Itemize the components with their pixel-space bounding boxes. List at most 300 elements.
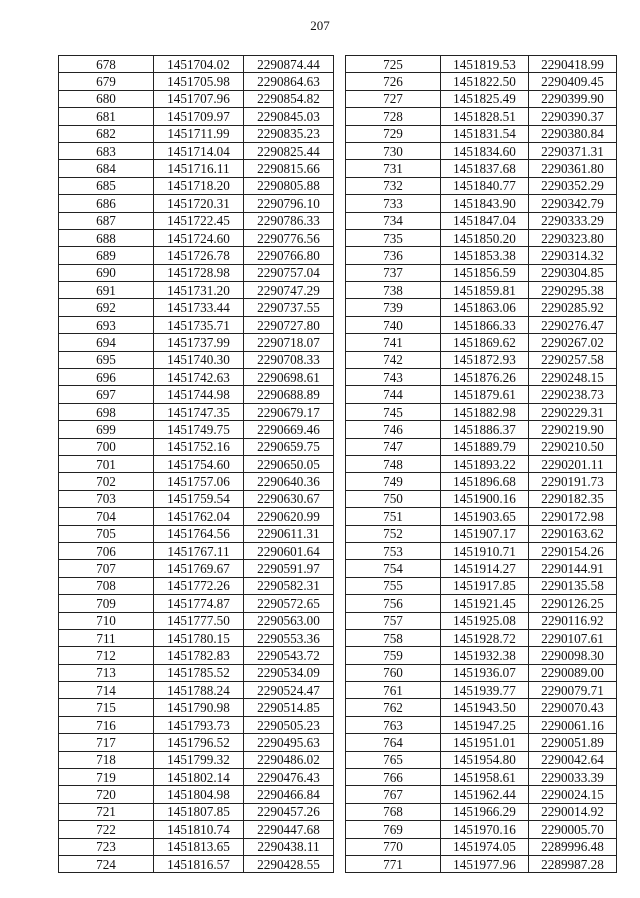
y-coordinate-cell: 2290371.31 [529, 142, 617, 159]
y-coordinate-cell: 2290135.58 [529, 577, 617, 594]
x-coordinate-cell: 1451744.98 [154, 386, 244, 403]
x-coordinate-cell: 1451866.33 [441, 316, 529, 333]
point-number-cell: 753 [346, 542, 441, 559]
y-coordinate-cell: 2290776.56 [244, 229, 334, 246]
point-number-cell: 725 [346, 56, 441, 73]
y-coordinate-cell: 2290295.38 [529, 282, 617, 299]
point-number-cell: 739 [346, 299, 441, 316]
point-number-cell: 757 [346, 612, 441, 629]
point-number-cell: 749 [346, 473, 441, 490]
point-number-cell: 714 [59, 682, 154, 699]
y-coordinate-cell: 2290476.43 [244, 769, 334, 786]
table-row [59, 142, 334, 159]
y-coordinate-cell: 2290757.04 [244, 264, 334, 281]
table-row [346, 369, 617, 386]
y-coordinate-cell: 2290276.47 [529, 316, 617, 333]
y-coordinate-cell: 2290553.36 [244, 629, 334, 646]
point-number-cell: 722 [59, 821, 154, 838]
y-coordinate-cell: 2290107.61 [529, 629, 617, 646]
point-number-cell: 701 [59, 455, 154, 472]
x-coordinate-cell: 1451951.01 [441, 734, 529, 751]
page-number: 207 [310, 18, 330, 33]
point-number-cell: 702 [59, 473, 154, 490]
table-row [346, 455, 617, 472]
y-coordinate-cell: 2290051.89 [529, 734, 617, 751]
y-coordinate-cell: 2290698.61 [244, 369, 334, 386]
point-number-cell: 755 [346, 577, 441, 594]
x-coordinate-cell: 1451774.87 [154, 595, 244, 612]
point-number-cell: 729 [346, 125, 441, 142]
x-coordinate-cell: 1451843.90 [441, 195, 529, 212]
y-coordinate-cell: 2290659.75 [244, 438, 334, 455]
x-coordinate-cell: 1451780.15 [154, 629, 244, 646]
x-coordinate-cell: 1451936.07 [441, 664, 529, 681]
y-coordinate-cell: 2290611.31 [244, 525, 334, 542]
point-number-cell: 743 [346, 369, 441, 386]
table-row [59, 351, 334, 368]
x-coordinate-cell: 1451718.20 [154, 177, 244, 194]
x-coordinate-cell: 1451828.51 [441, 108, 529, 125]
y-coordinate-cell: 2290505.23 [244, 716, 334, 733]
point-number-cell: 727 [346, 90, 441, 107]
point-number-cell: 715 [59, 699, 154, 716]
x-coordinate-cell: 1451819.53 [441, 56, 529, 73]
table-row [59, 56, 334, 73]
table-row [59, 560, 334, 577]
y-coordinate-cell: 2290786.33 [244, 212, 334, 229]
y-coordinate-cell: 2290172.98 [529, 508, 617, 525]
table-row [59, 90, 334, 107]
table-row [59, 438, 334, 455]
point-number-cell: 745 [346, 403, 441, 420]
y-coordinate-cell: 2290466.84 [244, 786, 334, 803]
point-number-cell: 687 [59, 212, 154, 229]
x-coordinate-cell: 1451882.98 [441, 403, 529, 420]
table-row [346, 142, 617, 159]
x-coordinate-cell: 1451747.35 [154, 403, 244, 420]
y-coordinate-cell: 2290380.84 [529, 125, 617, 142]
x-coordinate-cell: 1451869.62 [441, 334, 529, 351]
point-number-cell: 700 [59, 438, 154, 455]
x-coordinate-cell: 1451970.16 [441, 821, 529, 838]
table-row [59, 577, 334, 594]
table-row [346, 682, 617, 699]
point-number-cell: 684 [59, 160, 154, 177]
y-coordinate-cell: 2290033.39 [529, 769, 617, 786]
table-row [346, 855, 617, 872]
table-row [59, 299, 334, 316]
point-number-cell: 712 [59, 647, 154, 664]
x-coordinate-cell: 1451807.85 [154, 803, 244, 820]
x-coordinate-cell: 1451804.98 [154, 786, 244, 803]
x-coordinate-cell: 1451728.98 [154, 264, 244, 281]
y-coordinate-cell: 2290191.73 [529, 473, 617, 490]
point-number-cell: 732 [346, 177, 441, 194]
x-coordinate-cell: 1451788.24 [154, 682, 244, 699]
point-number-cell: 694 [59, 334, 154, 351]
point-number-cell: 756 [346, 595, 441, 612]
point-number-cell: 689 [59, 247, 154, 264]
point-number-cell: 748 [346, 455, 441, 472]
y-coordinate-cell: 2290572.65 [244, 595, 334, 612]
x-coordinate-cell: 1451711.99 [154, 125, 244, 142]
table-row [59, 108, 334, 125]
y-coordinate-cell: 2290650.05 [244, 455, 334, 472]
y-coordinate-cell: 2290825.44 [244, 142, 334, 159]
x-coordinate-cell: 1451917.85 [441, 577, 529, 594]
table-row [59, 595, 334, 612]
table-row [59, 838, 334, 855]
x-coordinate-cell: 1451853.38 [441, 247, 529, 264]
x-coordinate-cell: 1451813.65 [154, 838, 244, 855]
x-coordinate-cell: 1451893.22 [441, 455, 529, 472]
coordinates-table-right [345, 55, 617, 873]
y-coordinate-cell: 2290238.73 [529, 386, 617, 403]
point-number-cell: 750 [346, 490, 441, 507]
table-row [346, 751, 617, 768]
x-coordinate-cell: 1451947.25 [441, 716, 529, 733]
point-number-cell: 752 [346, 525, 441, 542]
table-row [59, 664, 334, 681]
point-number-cell: 678 [59, 56, 154, 73]
y-coordinate-cell: 2290070.43 [529, 699, 617, 716]
table-row [59, 734, 334, 751]
point-number-cell: 681 [59, 108, 154, 125]
y-coordinate-cell: 2290390.37 [529, 108, 617, 125]
y-coordinate-cell: 2290267.02 [529, 334, 617, 351]
x-coordinate-cell: 1451837.68 [441, 160, 529, 177]
table-row [346, 316, 617, 333]
point-number-cell: 717 [59, 734, 154, 751]
table-row [346, 125, 617, 142]
table-row [346, 351, 617, 368]
x-coordinate-cell: 1451872.93 [441, 351, 529, 368]
y-coordinate-cell: 2290601.64 [244, 542, 334, 559]
x-coordinate-cell: 1451742.63 [154, 369, 244, 386]
x-coordinate-cell: 1451793.73 [154, 716, 244, 733]
point-number-cell: 768 [346, 803, 441, 820]
x-coordinate-cell: 1451731.20 [154, 282, 244, 299]
table-row [346, 821, 617, 838]
y-coordinate-cell: 2290534.09 [244, 664, 334, 681]
x-coordinate-cell: 1451796.52 [154, 734, 244, 751]
table-row [346, 247, 617, 264]
y-coordinate-cell: 2290874.44 [244, 56, 334, 73]
table-row [346, 195, 617, 212]
x-coordinate-cell: 1451914.27 [441, 560, 529, 577]
table-row [346, 212, 617, 229]
point-number-cell: 692 [59, 299, 154, 316]
y-coordinate-cell: 2290201.11 [529, 455, 617, 472]
x-coordinate-cell: 1451777.50 [154, 612, 244, 629]
y-coordinate-cell: 2290399.90 [529, 90, 617, 107]
y-coordinate-cell: 2290248.15 [529, 369, 617, 386]
table-row [59, 369, 334, 386]
y-coordinate-cell: 2290219.90 [529, 421, 617, 438]
point-number-cell: 686 [59, 195, 154, 212]
x-coordinate-cell: 1451764.56 [154, 525, 244, 542]
table-row [346, 160, 617, 177]
y-coordinate-cell: 2290815.66 [244, 160, 334, 177]
point-number-cell: 770 [346, 838, 441, 855]
point-number-cell: 771 [346, 855, 441, 872]
point-number-cell: 705 [59, 525, 154, 542]
x-coordinate-cell: 1451726.78 [154, 247, 244, 264]
x-coordinate-cell: 1451705.98 [154, 73, 244, 90]
y-coordinate-cell: 2290438.11 [244, 838, 334, 855]
point-number-cell: 733 [346, 195, 441, 212]
x-coordinate-cell: 1451720.31 [154, 195, 244, 212]
point-number-cell: 762 [346, 699, 441, 716]
point-number-cell: 706 [59, 542, 154, 559]
point-number-cell: 741 [346, 334, 441, 351]
table-row [346, 73, 617, 90]
x-coordinate-cell: 1451733.44 [154, 299, 244, 316]
table-row [59, 403, 334, 420]
y-coordinate-cell: 2290361.80 [529, 160, 617, 177]
x-coordinate-cell: 1451850.20 [441, 229, 529, 246]
point-number-cell: 760 [346, 664, 441, 681]
table-row [346, 769, 617, 786]
point-number-cell: 767 [346, 786, 441, 803]
point-number-cell: 679 [59, 73, 154, 90]
y-coordinate-cell: 2290679.17 [244, 403, 334, 420]
table-row [59, 647, 334, 664]
point-number-cell: 747 [346, 438, 441, 455]
point-number-cell: 742 [346, 351, 441, 368]
point-number-cell: 693 [59, 316, 154, 333]
point-number-cell: 707 [59, 560, 154, 577]
x-coordinate-cell: 1451840.77 [441, 177, 529, 194]
table-row [59, 629, 334, 646]
point-number-cell: 728 [346, 108, 441, 125]
table-row [59, 473, 334, 490]
point-number-cell: 690 [59, 264, 154, 281]
x-coordinate-cell: 1451714.04 [154, 142, 244, 159]
x-coordinate-cell: 1451974.05 [441, 838, 529, 855]
y-coordinate-cell: 2290154.26 [529, 542, 617, 559]
table-row [59, 386, 334, 403]
table-row [59, 316, 334, 333]
point-number-cell: 730 [346, 142, 441, 159]
y-coordinate-cell: 2290210.50 [529, 438, 617, 455]
table-row [346, 490, 617, 507]
x-coordinate-cell: 1451966.29 [441, 803, 529, 820]
point-number-cell: 723 [59, 838, 154, 855]
x-coordinate-cell: 1451928.72 [441, 629, 529, 646]
table-row [346, 177, 617, 194]
x-coordinate-cell: 1451939.77 [441, 682, 529, 699]
x-coordinate-cell: 1451816.57 [154, 855, 244, 872]
table-row [59, 769, 334, 786]
x-coordinate-cell: 1451943.50 [441, 699, 529, 716]
x-coordinate-cell: 1451962.44 [441, 786, 529, 803]
x-coordinate-cell: 1451847.04 [441, 212, 529, 229]
y-coordinate-cell: 2290163.62 [529, 525, 617, 542]
table-row [59, 525, 334, 542]
point-number-cell: 744 [346, 386, 441, 403]
y-coordinate-cell: 2290409.45 [529, 73, 617, 90]
y-coordinate-cell: 2290182.35 [529, 490, 617, 507]
table-row [59, 73, 334, 90]
point-number-cell: 682 [59, 125, 154, 142]
y-coordinate-cell: 2290495.63 [244, 734, 334, 751]
table-row [59, 716, 334, 733]
y-coordinate-cell: 2290864.63 [244, 73, 334, 90]
y-coordinate-cell: 2290144.91 [529, 560, 617, 577]
y-coordinate-cell: 2290669.46 [244, 421, 334, 438]
y-coordinate-cell: 2290727.80 [244, 316, 334, 333]
point-number-cell: 691 [59, 282, 154, 299]
table-row [346, 90, 617, 107]
table-row [59, 229, 334, 246]
point-number-cell: 710 [59, 612, 154, 629]
x-coordinate-cell: 1451910.71 [441, 542, 529, 559]
y-coordinate-cell: 2290079.71 [529, 682, 617, 699]
x-coordinate-cell: 1451954.80 [441, 751, 529, 768]
point-number-cell: 721 [59, 803, 154, 820]
table-row [346, 473, 617, 490]
table-row [59, 334, 334, 351]
table-row [59, 508, 334, 525]
y-coordinate-cell: 2290042.64 [529, 751, 617, 768]
x-coordinate-cell: 1451932.38 [441, 647, 529, 664]
table-row [59, 490, 334, 507]
table-row [346, 664, 617, 681]
table-row [346, 560, 617, 577]
table-row [346, 803, 617, 820]
table-row [346, 299, 617, 316]
table-row [346, 421, 617, 438]
y-coordinate-cell: 2290352.29 [529, 177, 617, 194]
y-coordinate-cell: 2290333.29 [529, 212, 617, 229]
x-coordinate-cell: 1451709.97 [154, 108, 244, 125]
point-number-cell: 698 [59, 403, 154, 420]
y-coordinate-cell: 2290708.33 [244, 351, 334, 368]
y-coordinate-cell: 2290845.03 [244, 108, 334, 125]
y-coordinate-cell: 2290447.68 [244, 821, 334, 838]
table-row [346, 56, 617, 73]
point-number-cell: 735 [346, 229, 441, 246]
x-coordinate-cell: 1451856.59 [441, 264, 529, 281]
table-row [346, 264, 617, 281]
point-number-cell: 696 [59, 369, 154, 386]
point-number-cell: 763 [346, 716, 441, 733]
table-row [346, 647, 617, 664]
point-number-cell: 719 [59, 769, 154, 786]
point-number-cell: 738 [346, 282, 441, 299]
y-coordinate-cell: 2290591.97 [244, 560, 334, 577]
table-row [59, 699, 334, 716]
point-number-cell: 716 [59, 716, 154, 733]
y-coordinate-cell: 2290805.88 [244, 177, 334, 194]
point-number-cell: 688 [59, 229, 154, 246]
y-coordinate-cell: 2290524.47 [244, 682, 334, 699]
y-coordinate-cell: 2290630.67 [244, 490, 334, 507]
table-row [346, 542, 617, 559]
y-coordinate-cell: 2290718.07 [244, 334, 334, 351]
point-number-cell: 766 [346, 769, 441, 786]
y-coordinate-cell: 2290229.31 [529, 403, 617, 420]
point-number-cell: 699 [59, 421, 154, 438]
table-row [346, 229, 617, 246]
point-number-cell: 758 [346, 629, 441, 646]
y-coordinate-cell: 2290428.55 [244, 855, 334, 872]
x-coordinate-cell: 1451889.79 [441, 438, 529, 455]
x-coordinate-cell: 1451762.04 [154, 508, 244, 525]
point-number-cell: 734 [346, 212, 441, 229]
table-row [346, 438, 617, 455]
table-row [59, 855, 334, 872]
y-coordinate-cell: 2290835.23 [244, 125, 334, 142]
table-row [346, 108, 617, 125]
table-row [59, 125, 334, 142]
x-coordinate-cell: 1451834.60 [441, 142, 529, 159]
x-coordinate-cell: 1451740.30 [154, 351, 244, 368]
point-number-cell: 685 [59, 177, 154, 194]
x-coordinate-cell: 1451886.37 [441, 421, 529, 438]
y-coordinate-cell: 2289996.48 [529, 838, 617, 855]
point-number-cell: 683 [59, 142, 154, 159]
table-row [346, 508, 617, 525]
table-row [346, 403, 617, 420]
y-coordinate-cell: 2290747.29 [244, 282, 334, 299]
coordinates-table-left [58, 55, 334, 873]
x-coordinate-cell: 1451859.81 [441, 282, 529, 299]
point-number-cell: 754 [346, 560, 441, 577]
x-coordinate-cell: 1451802.14 [154, 769, 244, 786]
table-row [346, 699, 617, 716]
x-coordinate-cell: 1451879.61 [441, 386, 529, 403]
y-coordinate-cell: 2290796.10 [244, 195, 334, 212]
x-coordinate-cell: 1451785.52 [154, 664, 244, 681]
x-coordinate-cell: 1451722.45 [154, 212, 244, 229]
point-number-cell: 709 [59, 595, 154, 612]
y-coordinate-cell: 2290342.79 [529, 195, 617, 212]
point-number-cell: 704 [59, 508, 154, 525]
table-row [59, 751, 334, 768]
x-coordinate-cell: 1451716.11 [154, 160, 244, 177]
table-row [59, 455, 334, 472]
table-row [59, 821, 334, 838]
y-coordinate-cell: 2290089.00 [529, 664, 617, 681]
table-row [59, 282, 334, 299]
table-row [346, 577, 617, 594]
point-number-cell: 737 [346, 264, 441, 281]
point-number-cell: 736 [346, 247, 441, 264]
y-coordinate-cell: 2290098.30 [529, 647, 617, 664]
x-coordinate-cell: 1451831.54 [441, 125, 529, 142]
table-row [59, 421, 334, 438]
x-coordinate-cell: 1451724.60 [154, 229, 244, 246]
x-coordinate-cell: 1451958.61 [441, 769, 529, 786]
y-coordinate-cell: 2290457.26 [244, 803, 334, 820]
table-row [346, 716, 617, 733]
x-coordinate-cell: 1451772.26 [154, 577, 244, 594]
point-number-cell: 765 [346, 751, 441, 768]
point-number-cell: 726 [346, 73, 441, 90]
point-number-cell: 769 [346, 821, 441, 838]
table-row [59, 195, 334, 212]
y-coordinate-cell: 2290314.32 [529, 247, 617, 264]
x-coordinate-cell: 1451735.71 [154, 316, 244, 333]
point-number-cell: 761 [346, 682, 441, 699]
x-coordinate-cell: 1451749.75 [154, 421, 244, 438]
x-coordinate-cell: 1451896.68 [441, 473, 529, 490]
y-coordinate-cell: 2290014.92 [529, 803, 617, 820]
x-coordinate-cell: 1451782.83 [154, 647, 244, 664]
y-coordinate-cell: 2290620.99 [244, 508, 334, 525]
